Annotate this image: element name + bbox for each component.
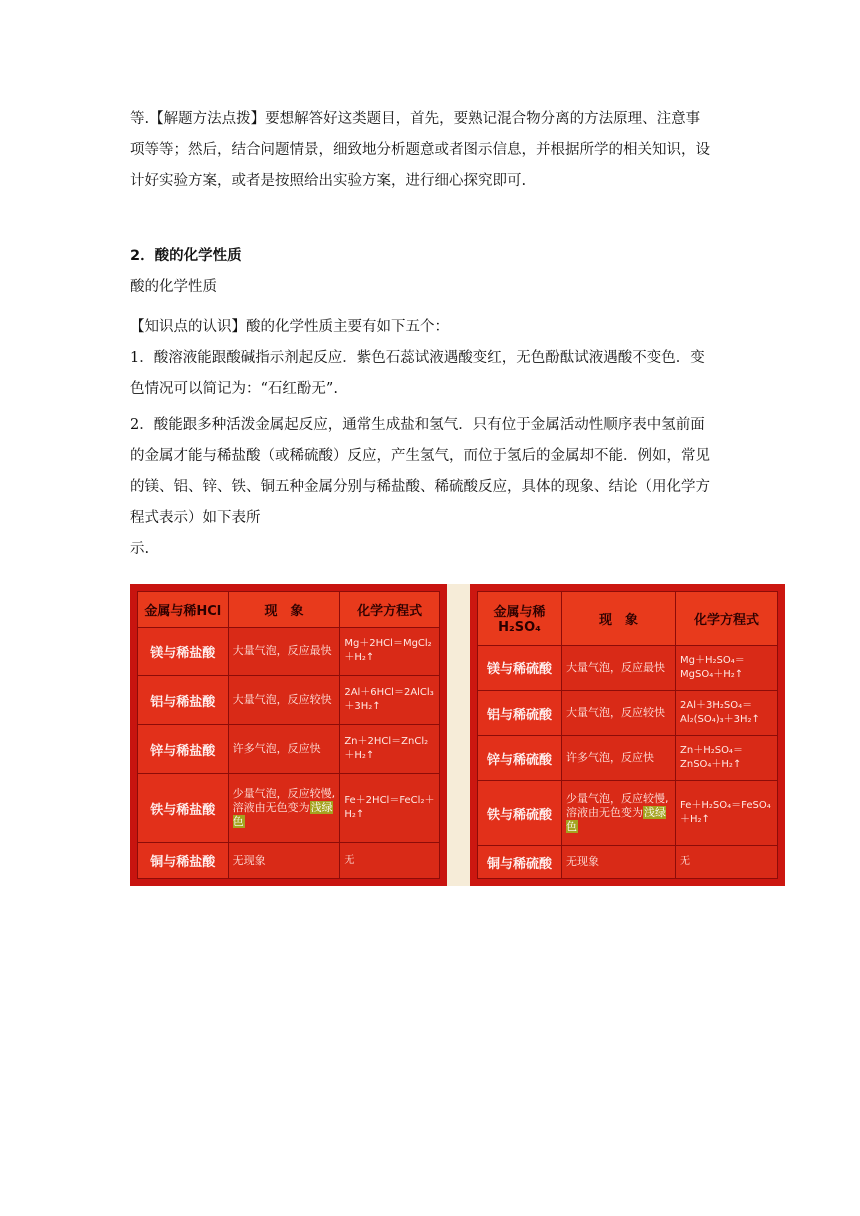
metal-cell: 镁与稀硫酸 [478,645,562,690]
phenomenon-text: 少量气泡，反应较慢,溶液由无色变为 [232,787,336,815]
text-line: 等.【解题方法点拨】要想解答好这类题目，首先，要熟记混合物分离的方法原理、注意事 [130,111,701,127]
phenomenon-text: 少量气泡，反应较慢,溶液由无色变为 [566,792,669,820]
table-row [478,690,778,735]
text-line: 1．酸溶液能跟酸碱指示剂起反应．紫色石蕊试液遇酸变红，无色酚酞试液遇酸不变色．变 [130,350,705,366]
section-heading: 2．酸的化学性质 [130,248,242,264]
table-row [478,846,778,879]
metal-cell: 锌与稀硫酸 [478,736,562,781]
metal-cell: 铝与稀硫酸 [478,690,562,735]
phenomenon-cell: 大量气泡，反应较快 [562,690,676,735]
phenomenon-cell: 大量气泡，反应最快 [562,645,676,690]
text-line: 2．酸能跟多种活泼金属起反应，通常生成盐和氢气．只有位于金属活动性顺序表中氢前面 [130,417,705,433]
table-row [138,773,440,843]
table-row [138,676,440,725]
highlight-text: 浅绿色 [232,801,333,829]
metal-cell: 铁与稀盐酸 [138,773,229,843]
equation-cell: 无 [676,846,778,879]
equation-cell: 2Al＋3H₂SO₄＝Al₂(SO₄)₃＋3H₂↑ [676,690,778,735]
h2so4-reaction-table [477,591,778,879]
metal-cell: 铝与稀盐酸 [138,676,229,725]
phenomenon-cell [228,773,340,843]
column-header-phenomenon: 现 象 [562,592,676,646]
table-row [138,725,440,774]
equation-cell: Fe＋H₂SO₄＝FeSO₄＋H₂↑ [676,781,778,846]
phenomenon-cell: 大量气泡，反应最快 [228,627,340,676]
section-intro: 【知识点的认识】酸的化学性质主要有如下五个： [130,319,449,335]
equation-cell: Mg＋2HCl＝MgCl₂＋H₂↑ [340,627,440,676]
text-line: 示. [130,541,150,557]
phenomenon-cell: 无现象 [562,846,676,879]
table-row [138,843,440,879]
table-row [478,736,778,781]
table-header-row [138,592,440,628]
phenomenon-cell: 许多气泡，反应快 [562,736,676,781]
point-2-paragraph [130,410,730,565]
metal-cell: 铁与稀硫酸 [478,781,562,846]
phenomenon-cell [562,781,676,846]
hcl-reaction-table [137,591,440,879]
hcl-reaction-table-image [130,584,447,886]
text-line: 的镁、铝、锌、铁、铜五种金属分别与稀盐酸、稀硫酸反应，具体的现象、结论（用化学方 [130,479,710,495]
column-header-equation: 化学方程式 [340,592,440,628]
equation-cell: Fe＋2HCl＝FeCl₂＋H₂↑ [340,773,440,843]
point-1-paragraph [130,343,730,405]
phenomenon-cell: 大量气泡，反应较快 [228,676,340,725]
text-line: 项等等；然后，结合问题情景，细致地分析题意或者图示信息，并根据所学的相关知识，设 [130,142,710,158]
table-header-row [478,592,778,646]
intro-paragraph [130,104,730,197]
column-header-metal: 金属与稀HCl [138,592,229,628]
equation-cell: 无 [340,843,440,879]
text-line: 程式表示）如下表所 [130,510,261,526]
column-header-phenomenon: 现 象 [228,592,340,628]
table-row [138,627,440,676]
metal-cell: 铜与稀盐酸 [138,843,229,879]
column-header-metal: 金属与稀H₂SO₄ [478,592,562,646]
phenomenon-cell: 许多气泡，反应快 [228,725,340,774]
phenomenon-cell: 无现象 [228,843,340,879]
text-line: 的金属才能与稀盐酸（或稀硫酸）反应，产生氢气，而位于氢后的金属却不能．例如，常见 [130,448,710,464]
equation-cell: Mg＋H₂SO₄＝MgSO₄＋H₂↑ [676,645,778,690]
table-row [478,645,778,690]
equation-cell: 2Al＋6HCl＝2AlCl₃＋3H₂↑ [340,676,440,725]
equation-cell: Zn＋H₂SO₄＝ZnSO₄＋H₂↑ [676,736,778,781]
table-row [478,781,778,846]
text-line: 计好实验方案，或者是按照给出实验方案，进行细心探究即可. [130,173,527,189]
metal-cell: 铜与稀硫酸 [478,846,562,879]
metal-cell: 锌与稀盐酸 [138,725,229,774]
column-header-equation: 化学方程式 [676,592,778,646]
image-gap [447,584,470,886]
text-line: 色情况可以简记为：“石红酚无”. [130,381,338,397]
highlight-text: 浅绿色 [566,806,666,834]
metal-cell: 镁与稀盐酸 [138,627,229,676]
h2so4-reaction-table-image [470,584,785,886]
equation-cell: Zn＋2HCl＝ZnCl₂＋H₂↑ [340,725,440,774]
section-subtitle: 酸的化学性质 [130,279,217,295]
